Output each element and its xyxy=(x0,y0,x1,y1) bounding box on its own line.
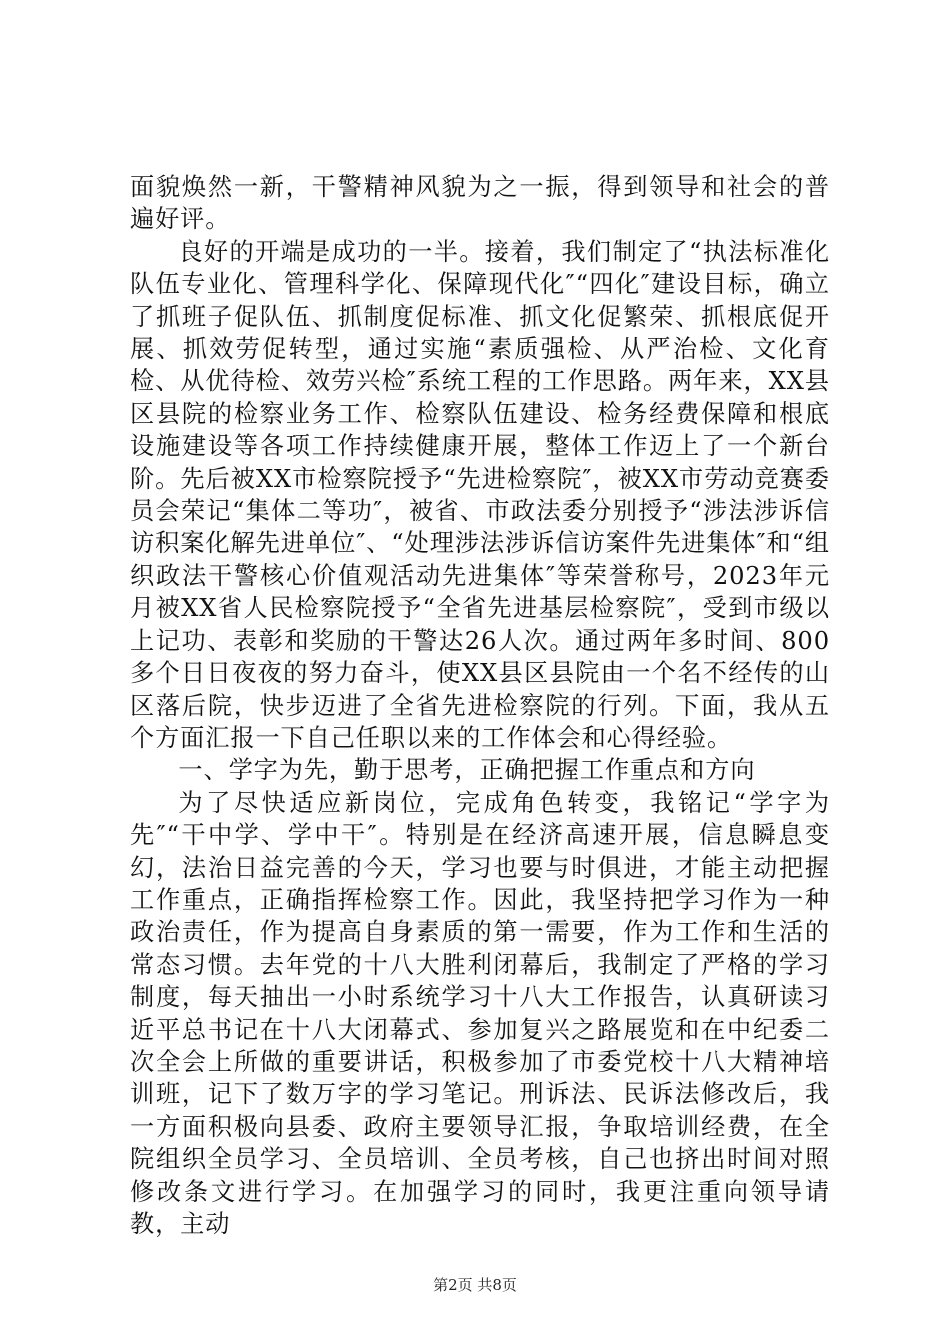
paragraph-continuation: 面貌焕然一新，干警精神风貌为之一振，得到领导和社会的普遍好评。 xyxy=(130,173,830,234)
paragraph-achievements: 良好的开端是成功的一半。接着，我们制定了“执法标准化队伍专业化、管理科学化、保障现代化″“四化″建设目标，确立了抓班子促队伍、抓制度促标准、抓文化促繁荣、抓根底促开展、抓效劳促转型，通过实施“素质强检、从严治检、文化育检、从优待检、效劳兴检″系统工程的工作思路。两年来，XX县区县院的检察业务工作、检察队伍建设、检务经费保障和根底设施建设等各项工作持续健康开展，整体工作迈上了一个新台阶。先后被XX市检察院授予“先进检察院″，被XX市劳动竞赛委员会荣记“集体二等功″，被省、市政法委分别授予“涉法涉诉信访积案化解先进单位″、“处理涉法涉诉信访案件先进集体″和“组织政法干警核心价值观活动先进集体″等荣誉称号，2023年元月被XX省人民检察院授予“全省先进基层检察院″，受到市级以上记功、表彰和奖励的干警达26人次。通过两年多时间、800多个日日夜夜的努力奋斗，使XX县区县院由一个名不经传的山区落后院，快步迈进了全省先进检察院的行列。下面，我从五个方面汇报一下自己任职以来的工作体会和心得经验。 xyxy=(130,237,830,752)
paragraph-study: 为了尽快适应新岗位，完成角色转变，我铭记“学字为先″“干中学、学中干″。特别是在经济高速开展，信息瞬息变幻，法治日益完善的今天，学习也要与时俱进，才能主动把握工作重点，正确指挥检察工作。因此，我坚持把学习作为一种政治责任，作为提高自身素质的第一需要，作为工作和生活的常态习惯。去年党的十八大胜利闭幕后，我制定了严格的学习制度，每天抽出一小时系统学习十八大工作报告，认真研读习近平总书记在十八大闭幕式、参加复兴之路展览和在中纪委二次全会上所做的重要讲话，积极参加了市委党校十八大精神培训班，记下了数万字的学习笔记。刑诉法、民诉法修改后，我一方面积极向县委、政府主要领导汇报，争取培训经费，在全院组织全员学习、全员培训、全员考核，自己也挤出时间对照修改条文进行学习。在加强学习的同时，我更注重向领导请教，主动 xyxy=(130,788,830,1238)
section-heading-1: 一、学字为先，勤于思考，正确把握工作重点和方向 xyxy=(178,756,756,785)
page-number-footer: 第2页 共8页 xyxy=(433,1276,517,1294)
document-body xyxy=(130,171,830,1240)
